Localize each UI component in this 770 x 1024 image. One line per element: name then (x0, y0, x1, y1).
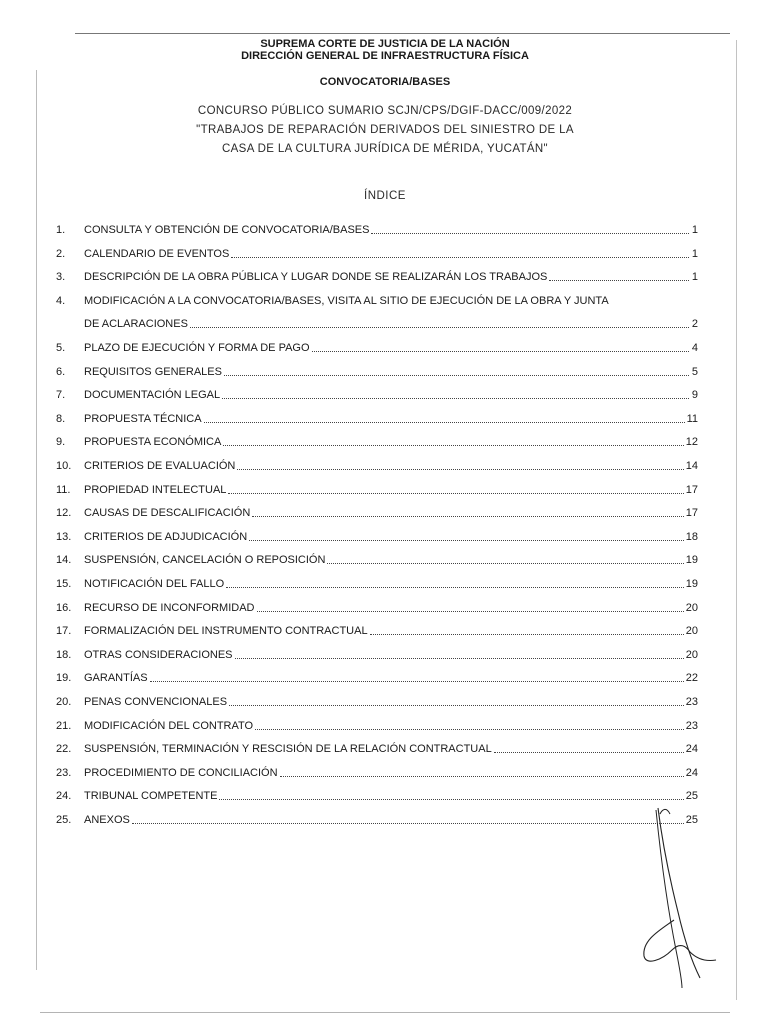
toc-entry-page: 23 (685, 696, 698, 708)
toc-leader-dots (150, 681, 684, 682)
toc-entry-title: ANEXOS (84, 814, 130, 826)
toc-entry (56, 575, 698, 591)
toc-entry (56, 221, 698, 237)
toc-entry (56, 740, 698, 756)
toc-entry-number: 21. (56, 719, 72, 732)
toc-entry-title: FORMALIZACIÓN DEL INSTRUMENTO CONTRACTUAL (84, 625, 368, 638)
toc-entry-number: 7. (56, 389, 66, 402)
scan-edge-top (75, 33, 730, 34)
toc-entry-number: 12. (56, 507, 72, 520)
toc-leader-dots (371, 233, 689, 234)
toc-entry (56, 764, 698, 780)
toc-leader-dots (312, 351, 689, 352)
contest-title-line1: CONCURSO PÚBLICO SUMARIO SCJN/CPS/DGIF-DACC/009/2022 (197, 105, 573, 117)
toc-entry-title: SUSPENSIÓN, CANCELACIÓN O REPOSICIÓN (84, 554, 326, 567)
toc-entry-page: 20 (685, 601, 698, 614)
toc-entry-number: 17. (56, 625, 72, 638)
toc-entry-title-continuation: DE ACLARACIONES (84, 318, 188, 331)
toc-entry-title: SUSPENSIÓN, TERMINACIÓN Y RESCISIÓN DE LA RELACIÓN CONTRACTUAL (84, 743, 492, 756)
toc-entry-number: 9. (56, 436, 66, 449)
toc-entry-page: 22 (685, 672, 698, 685)
toc-entry-number: 5. (56, 342, 66, 354)
toc-entry (56, 599, 698, 615)
toc-entry (56, 504, 698, 520)
toc-leader-dots (226, 587, 684, 588)
toc-leader-dots (549, 280, 689, 281)
toc-entry (56, 268, 698, 284)
toc-leader-dots (280, 776, 684, 777)
toc-entry-page: 24 (685, 766, 698, 779)
toc-entry-page: 20 (685, 625, 698, 638)
toc-entry-title: MODIFICACIÓN A LA CONVOCATORIA/BASES, VISITA AL SITIO DE EJECUCIÓN DE LA OBRA Y JUNTA (84, 294, 609, 307)
toc-entry-number: 19. (56, 672, 72, 685)
toc-entry-page: 23 (685, 719, 698, 732)
toc-leader-dots (204, 422, 685, 423)
toc-entry (56, 386, 698, 402)
toc-entry-number: 24. (56, 790, 72, 803)
toc-entry (56, 528, 698, 544)
toc-entry-number: 25. (56, 814, 72, 826)
contest-title-line2: "TRABAJOS DE REPARACIÓN DERIVADOS DEL SINIESTRO DE LA (196, 124, 574, 136)
toc-leader-dots (222, 398, 689, 399)
toc-entry-title: REQUISITOS GENERALES (84, 365, 222, 378)
toc-entry-title: PENAS CONVENCIONALES (84, 696, 228, 708)
toc-entry-continuation (84, 315, 698, 331)
toc-entry-title: DOCUMENTACIÓN LEGAL (84, 389, 221, 402)
toc-entry-page: 20 (685, 648, 698, 661)
toc-entry-number: 18. (56, 648, 72, 661)
toc-leader-dots (249, 540, 684, 541)
header-institution: SUPREMA CORTE DE JUSTICIA DE LA NACIÓN (260, 38, 510, 50)
toc-entry-page: 24 (685, 743, 698, 756)
toc-entry-title: NOTIFICACIÓN DEL FALLO (84, 578, 225, 590)
toc-entry-title: DESCRIPCIÓN DE LA OBRA PÚBLICA Y LUGAR DONDE SE REALIZARÁN LOS TRABAJOS (84, 271, 548, 284)
header-document-type: CONVOCATORIA/BASES (319, 76, 451, 88)
toc-entry (56, 433, 698, 449)
toc-entry (56, 410, 698, 426)
toc-entry (56, 339, 698, 355)
toc-entry-title: CRITERIOS DE ADJUDICACIÓN (84, 530, 248, 543)
toc-entry-number: 15. (56, 578, 72, 590)
toc-entry-page: 17 (685, 483, 698, 496)
toc-leader-dots (190, 327, 689, 328)
toc-leader-dots (223, 445, 683, 446)
toc-entry-page: 11 (686, 412, 698, 425)
toc-entry-number: 13. (56, 530, 72, 543)
toc-entry-number: 22. (56, 743, 72, 756)
toc-entry (56, 669, 698, 685)
toc-entry-number: 6. (56, 365, 66, 378)
toc-leader-dots (235, 658, 684, 659)
toc-entry-title: MODIFICACIÓN DEL CONTRATO (84, 719, 254, 732)
toc-entry-title: RECURSO DE INCONFORMIDAD (84, 601, 255, 614)
toc-entry-number: 23. (56, 766, 72, 779)
toc-entry-page: 9 (691, 389, 698, 402)
header-directorate: DIRECCIÓN GENERAL DE INFRAESTRUCTURA FÍSICA (241, 50, 529, 62)
toc-entry (56, 717, 698, 733)
toc-entry (56, 292, 698, 308)
toc-entry-title: PROCEDIMIENTO DE CONCILIACIÓN (84, 766, 278, 779)
toc-entry-page: 1 (691, 224, 698, 236)
toc-entry-number: 14. (56, 554, 72, 567)
contest-title-line3: CASA DE LA CULTURA JURÍDICA DE MÉRIDA, YUCATÁN" (222, 143, 548, 155)
toc-entry-page: 19 (685, 578, 698, 590)
toc-entry-number: 3. (56, 271, 66, 284)
index-heading: ÍNDICE (364, 190, 406, 202)
toc-entry (56, 551, 698, 567)
toc-leader-dots (252, 516, 683, 517)
toc-leader-dots (494, 752, 684, 753)
toc-leader-dots (327, 563, 683, 564)
toc-entry-number: 8. (56, 412, 66, 425)
toc-entry-page: 2 (691, 318, 698, 331)
toc-leader-dots (228, 493, 683, 494)
toc-leader-dots (257, 611, 684, 612)
toc-leader-dots (231, 257, 689, 258)
toc-entry-page: 25 (685, 814, 698, 826)
toc-entry (56, 481, 698, 497)
toc-entry-page: 1 (691, 271, 698, 284)
toc-entry-page: 19 (685, 554, 698, 567)
toc-entry (56, 693, 698, 709)
toc-leader-dots (370, 634, 684, 635)
scan-edge-left (36, 70, 37, 970)
toc-entry-title: PROPUESTA ECONÓMICA (84, 436, 222, 449)
toc-entry-title: TRIBUNAL COMPETENTE (84, 790, 218, 803)
toc-leader-dots (255, 729, 684, 730)
toc-entry-page: 4 (691, 342, 698, 354)
toc-leader-dots (237, 469, 683, 470)
toc-entry-title: OTRAS CONSIDERACIONES (84, 648, 233, 661)
toc-entry-number: 2. (56, 247, 66, 260)
toc-entry-page: 17 (685, 507, 698, 520)
toc-entry-title: GARANTÍAS (84, 672, 148, 685)
toc-entry-title: CAUSAS DE DESCALIFICACIÓN (84, 507, 251, 520)
toc-entry-title: PROPUESTA TÉCNICA (84, 412, 202, 425)
toc-entry-title: PLAZO DE EJECUCIÓN Y FORMA DE PAGO (84, 342, 310, 354)
toc-entry-page: 25 (685, 790, 698, 803)
toc-entry-page: 1 (691, 247, 698, 260)
toc-entry (56, 646, 698, 662)
toc-entry (56, 363, 698, 379)
toc-leader-dots (224, 375, 689, 376)
handwritten-signature (600, 800, 740, 990)
toc-entry-page: 18 (685, 530, 698, 543)
toc-entry-page: 12 (685, 436, 698, 449)
scan-edge-bottom (40, 1012, 730, 1013)
toc-entry-number: 4. (56, 294, 66, 307)
toc-entry (56, 245, 698, 261)
toc-entry-number: 16. (56, 601, 72, 614)
toc-entry-number: 11. (56, 483, 71, 496)
toc-entry (56, 622, 698, 638)
toc-entry-number: 10. (56, 460, 72, 472)
toc-entry-title: PROPIEDAD INTELECTUAL (84, 483, 227, 496)
toc-entry-number: 1. (56, 224, 66, 236)
toc-entry-title: CONSULTA Y OBTENCIÓN DE CONVOCATORIA/BASES (84, 224, 370, 236)
toc-entry-page: 5 (691, 365, 698, 378)
toc-entry-number: 20. (56, 696, 72, 708)
toc-entry-title: CRITERIOS DE EVALUACIÓN (84, 460, 236, 472)
toc-entry-page: 14 (685, 460, 698, 472)
toc-entry-title: CALENDARIO DE EVENTOS (84, 247, 230, 260)
toc-leader-dots (229, 705, 684, 706)
toc-entry (56, 457, 698, 473)
